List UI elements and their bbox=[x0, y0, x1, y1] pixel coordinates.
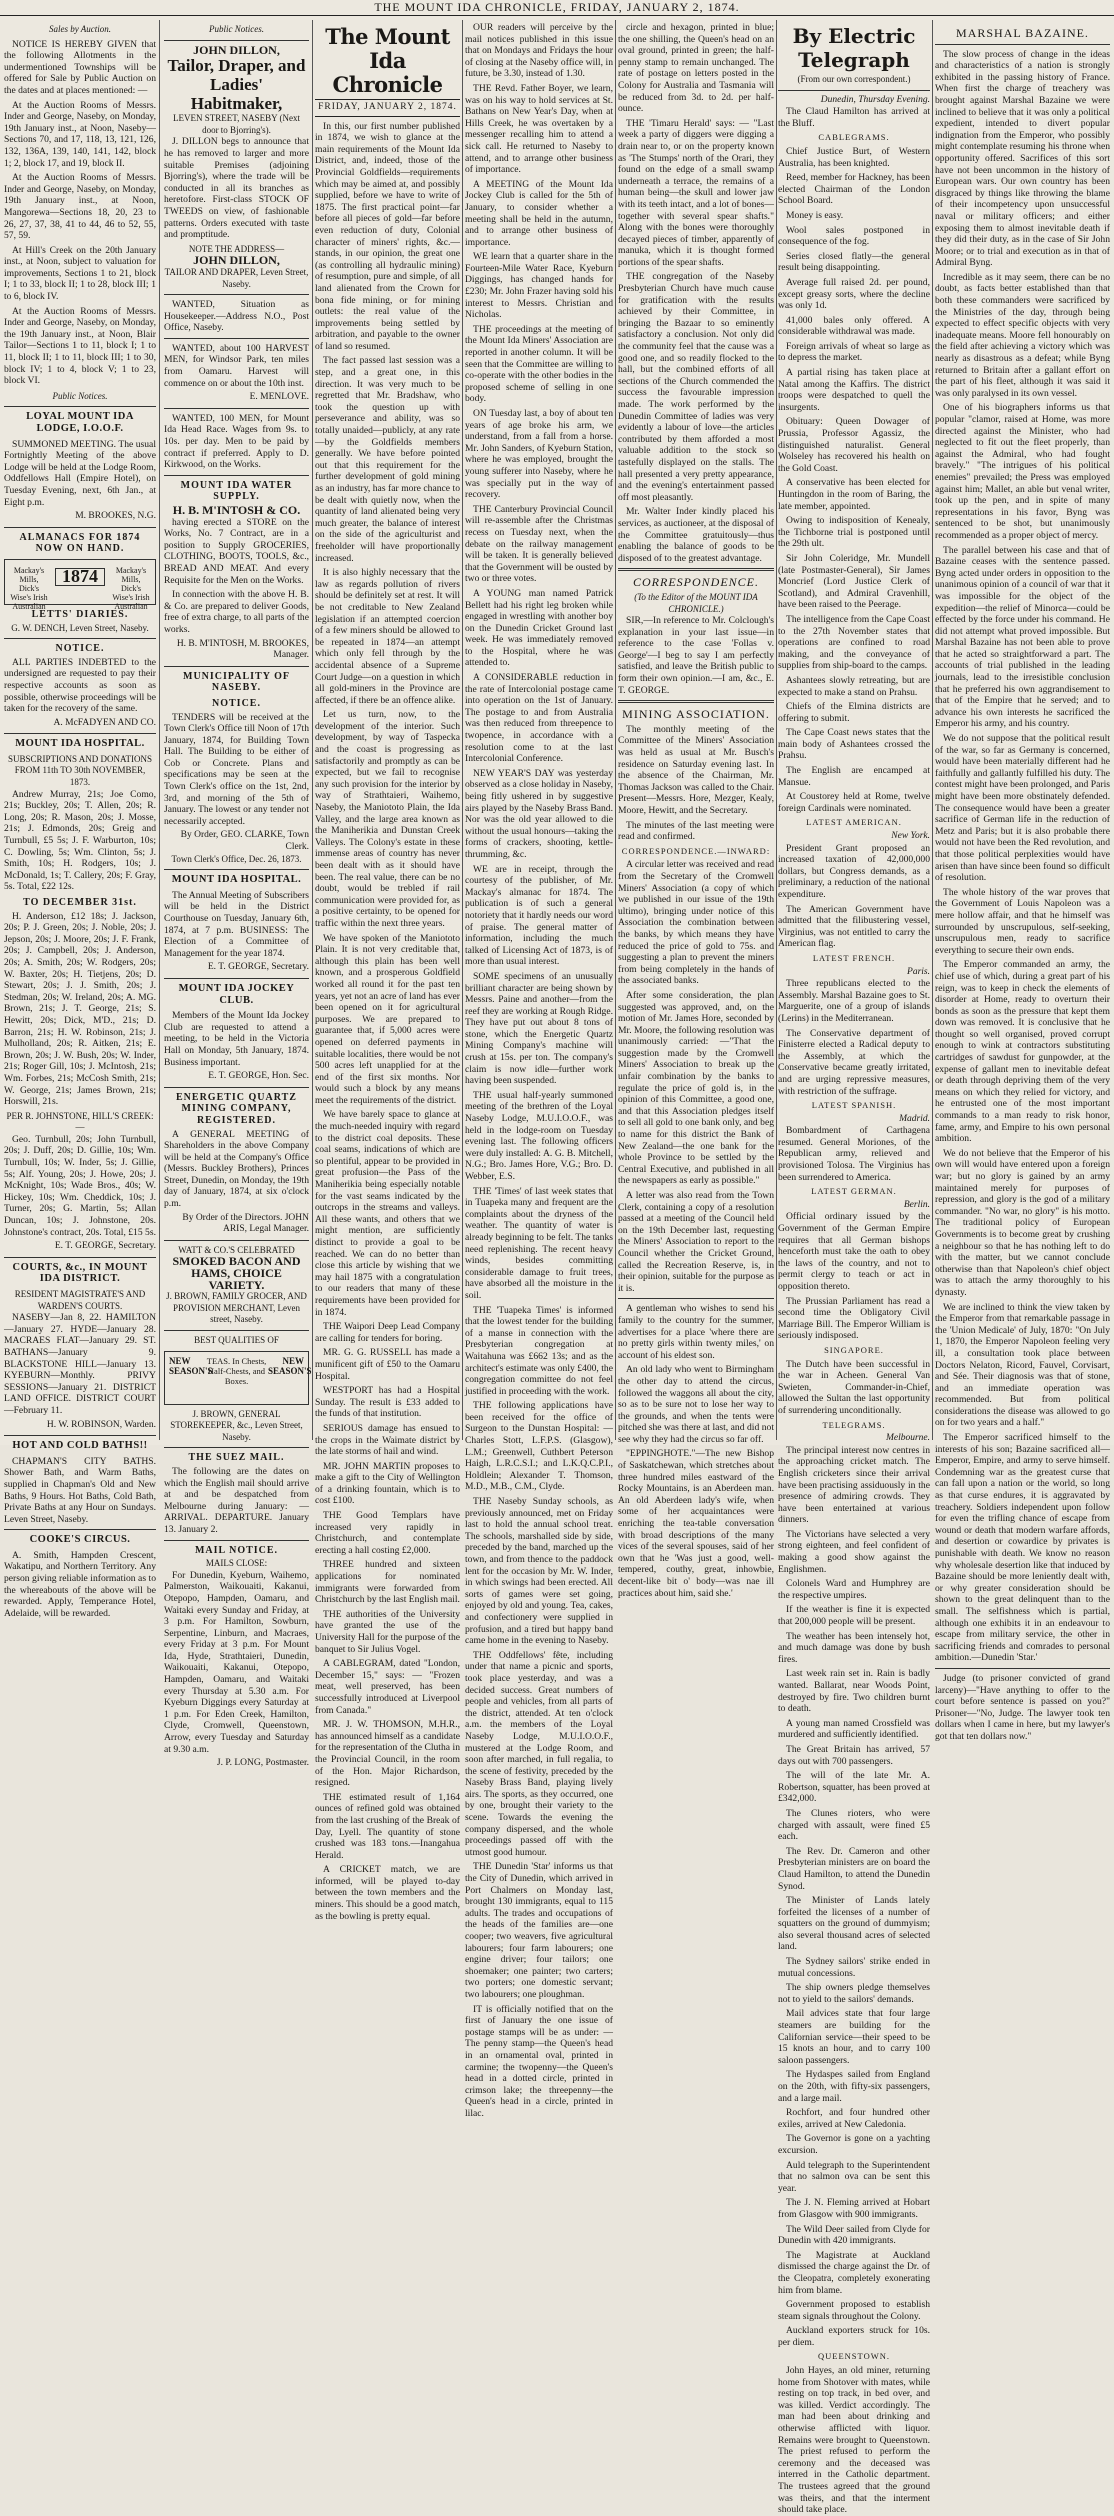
subhead: LATEST FRENCH. bbox=[812, 952, 896, 963]
quartz-company-title: ENERGETIC QUARTZ MINING COMPANY, REGISTERED. bbox=[176, 1091, 297, 1126]
mail-notice-title: MAIL NOTICE. bbox=[194, 1544, 279, 1556]
news-paragraph: SOME specimens of an unusually brilliant character are being shown by Messrs. Paine and another—from the reef they are working at Rough Ridge. They have put out about 8 tons of stone, which the Energetic Quartz Mining Company's machine will crush at 15s. per ton. The company's claim is now idle—further work having been suspended. bbox=[465, 970, 613, 1087]
news-paragraph: NEW YEAR'S DAY was yesterday observed as a close holiday in Naseby, being fitly ushered in by suggestive airs played by the Naseby Brass Band. Nor was the old year allowed to die without the usual honours—taking the forms of crackers, shooting, kettle-thrumming, &c. bbox=[465, 767, 613, 860]
telegram-item: Sir John Coleridge, Mr. Mundell (late Postmaster-General), Sir James Moncrief (Lord Justice Clerk of Scotland), and Admiral Cravenhill, have been raised to the Peerage. bbox=[778, 552, 930, 611]
column-2 bbox=[164, 22, 312, 1769]
menlove-signature: E. MENLOVE. bbox=[249, 392, 309, 403]
editorial-paragraph: Let us turn, now, to the development of the interior. Such development, by way of Taspecka and the coast is progressing as satisfactorily and promptly as can be expected, but we fail to recognise any such provision for the interior by way of Strathtaieri, Waihemo, Naseby, the Maniototo Plain, the Ida Valley, and the large area known as the Maniherikia and Dunstan Creek Valleys. The Colony's estate in these immense areas of country has never been dealt with as it should have been. The real value, there can be no doubt, would be trebled if rail communication were provided for, as a positive certainty, to be opened for traffic within the next three years. bbox=[315, 709, 460, 929]
dillon-body: J. DILLON begs to announce that he has removed to larger and more suitable Premises (adjoining Bjorring's), where the trade will be conducted in all its branches as heretofore. First-class STOCK OF TWEEDS on view, of fashionable patterns. Orders executed with taste and promptitude. bbox=[164, 136, 309, 241]
dillon-name: JOHN DILLON, bbox=[193, 42, 280, 57]
telegram-item: Mail advices state that four large steamers are building for the Californian service—their speed to be 15 knots an hour, and to carry 100 saloon passengers. bbox=[778, 2008, 930, 2066]
telegram-item: Series closed flatly—the general result being disappointing. bbox=[778, 250, 930, 274]
article-paragraph: We are inclined to think the view taken by the Emperor from that remarkable passage in the 'Union Medicale' of July, 1870: "On July 1, 1870, the Emperor Napoleon feeling very ill, a consultation took place between Doctors Nelaton, Ricord, Fauvel, Corvisart, and Sée. Their diagnosis was that of stone, and an immediate operation was recommended. But from political considerations the disease was allowed to go on for two years and a half." bbox=[935, 1301, 1110, 1429]
news-paragraph: THE 'Timaru Herald' says: — "Last week a party of diggers were digging a drain near to, or on the property known as 'The Stumps' north of the Orari, they found on the edge of a small swamp underneath a terrace, the remains of a human being—the skull and lower jaw with its teeth intact, and a lot of bones—together with several spear shafts." Along with the bones were thoroughly decayed pieces of timber, apparently of manuka, which it is thought formed portions of the spear shafts. bbox=[618, 117, 774, 268]
telegram-item: The Conservative department of Finisterre elected a Radical deputy to the Assembly, at which the Conservative became greatly irritated, and are urging repressive measures, with restriction of the suffrage. bbox=[778, 1027, 930, 1097]
telegram-item: The Claud Hamilton has arrived at the Bluff. bbox=[778, 106, 930, 129]
telegram-item: The J. N. Fleming arrived at Hobart from Glasgow with 900 immigrants. bbox=[778, 2197, 930, 2220]
suez-mail-title: THE SUEZ MAIL. bbox=[188, 1452, 285, 1464]
mining-association-heading: MINING ASSOCIATION. bbox=[622, 707, 770, 722]
telegram-item: The Sydney sailors' strike ended in mutual concessions. bbox=[778, 1956, 930, 1979]
news-paragraph: A CONSIDERABLE reduction in the rate of Intercolonial postage came into operation on the 1st of January. The postage to and from Australia was then reduced from threepence to twopence, in accordance with a resolution come to at the last Intercolonial Conference. bbox=[465, 672, 613, 765]
telegram-item: A conservative has been elected for Huntingdon in the room of Baring, the late member, appointed. bbox=[778, 477, 930, 512]
column-4 bbox=[465, 22, 613, 2119]
news-paragraph: circle and hexagon, printed in blue; the one shilling, the Queen's head on an oval ground, printed in green; the half-penny stamp to remain unchanged. The rate of postage on letters posted in the Colony for Australia and Tasmania will be reduced from 3d. to 2d. per half-ounce. bbox=[618, 22, 774, 115]
johnstone-heading: PER R. JOHNSTONE, HILL'S CREEK: — bbox=[6, 1110, 154, 1133]
news-paragraph: THE usual half-yearly summoned meeting of the brethren of the Loyal Naseby Lodge, M.U.I.O.O.F., was held in the lodge-room on Tuesday evening last. The following officers were duly installed: A. G. B. Mitchell, N.G.; Bro. James Hore, V.G.; Bro. D. Webber, E.S. bbox=[465, 1089, 613, 1182]
editorial-paragraph: In this, our first number published in 1874, we wish to glance at the main requirements of the Mount Ida District, and, indeed, those of the Provincial Goldfields—requirements which may be aimed at, and possibly supplied, before we have to write of 1875. The first practical point—far before all pieces of gold—far before even reduction of duty, Colonial character of miners' rights, &c.—stands, in our opinion, the great one (as controlling all hydraulic mining) of resumption, pure and simple, of all land alienated from the Crown for bona fide mining, or for mining outlets: the real value of the improvements being settled by arbitration, and payable to the owner of land so resumed. bbox=[315, 120, 460, 352]
news-paragraph: A MEETING of the Mount Ida Jockey Club is called for the 5th of January, to consider whether a meeting shall be held in the autumn, and to arrange other business of importance. bbox=[465, 178, 613, 248]
news-paragraph: THE Naseby Sunday schools, as previously announced, met on Friday last to hold the annual school treat. The schools, marshalled side by side, preceded by the band, marched up the town, and from thence to the paddock lent for the occasion by Mr. W. Inder, in which swings had been erected. All sorts of games were set going, enjoyed by old and young. Tea, cakes, and confectionery were supplied in profusion, and a tired but happy band came home in the evening to Naseby. bbox=[465, 1496, 613, 1647]
telegram-item: A young man named Crossfield was murdered and sufficiently identified. bbox=[778, 1717, 930, 1741]
news-paragraph: A gentleman who wishes to send his family to the country for the summer, advertises for a place 'where there are no pretty girls within twenty miles,' on account of his eldest son. bbox=[618, 1303, 774, 1361]
news-paragraph: WE learn that a quarter share in the Fourteen-Mile Water Race, Kyeburn Diggings, has changed hands for £230; Mr. John Frazer having sold his interest to Messrs. Christian and Nicholas. bbox=[465, 251, 613, 321]
wanted-harvest-men: WANTED, about 100 HARVEST MEN, for Windsor Park, ten miles from Oamaru. Harvest will commence on or about the 10th inst. bbox=[164, 342, 309, 389]
divider bbox=[4, 406, 156, 407]
telegram-item: Auckland exporters struck for 10s. per diem. bbox=[778, 2325, 930, 2348]
tea-right-label: NEW SEASON'S bbox=[268, 1355, 312, 1376]
subhead: SINGAPORE. bbox=[824, 1344, 884, 1355]
almanac-year: 1874 bbox=[55, 568, 105, 586]
column-rule bbox=[932, 20, 933, 1440]
lodge-body: SUMMONED MEETING. The usual Fortnightly Meeting of the above Lodge will be held at the Lodge Room, Oddfellows Hall (Empire Hotel), on Tuesday Evening, next, 6th Jan., at Eight p.m. bbox=[4, 438, 156, 508]
municipality-title: MUNICIPALITY OF NASEBY. bbox=[183, 670, 290, 694]
telegram-item: Owing to indisposition of Kenealy, the Tichborne trial is postponed until the 29th ult. bbox=[778, 515, 930, 550]
divider bbox=[4, 1257, 156, 1258]
lodge-signature: M. BROOKES, N.G. bbox=[75, 511, 156, 522]
divider bbox=[4, 1435, 156, 1436]
telegram-item: The weather has been intensely hot, and much damage was done by bush fires. bbox=[778, 1630, 930, 1665]
jockey-club-signature: E. T. GEORGE, Hon. Sec. bbox=[208, 1071, 309, 1082]
correspondence-heading: CORRESPONDENCE. bbox=[633, 575, 759, 590]
divider bbox=[778, 90, 930, 91]
news-paragraph: OUR readers will perceive by the mail notices published in this issue that on Mondays and Fridays the hour of closing at the Naseby office will, in future, be 3.30, instead of 1.30. bbox=[465, 22, 613, 80]
editorial-paragraph: We have spoken of the Maniototo Plain. It is not very creditable that, although this plain has been well known, and a prosperous Goldfield worked all round it for the past ten years, yet not an acre of land has ever been opened on it for agricultural purposes. We are prepared to guarantee that, if 5,000 acres were opened on deferred payments in suitable localities, there would be not 500 acres left unapplied for at the end of the first six months. Nor would such a block by any means meet the requirements of the district. bbox=[315, 932, 460, 1106]
mintosh-signature: H. B. M'INTOSH, M. BROOKES, Manager. bbox=[176, 638, 309, 661]
news-paragraph: A CABLEGRAM, dated "London, December 15," says: — "Frozen meat, well preserved, has been successfully introduced at Liverpool from Canada." bbox=[315, 1658, 460, 1716]
mining-paragraph: The monthly meeting of the Committee of the Miners' Association was held as usual at Mr. Busch's residence on Saturday evening last. In the absence of the Chairman, Mr. Thomas Jackson was called to the Chair. Present—Messrs. Hore, Mezger, Kealy, Moore, Hewitt, and the Secretary. bbox=[618, 723, 774, 816]
telegram-item: 41,000 bales only offered. A considerable withdrawal was made. bbox=[778, 314, 930, 338]
article-paragraph: The Emperor commanded an army, the chief use of which, during a great part of his reign, was to keep in check the elements of disorder at Home, ready to overturn their bonds as soon as the pressure that kept them down was removed. It is conclusive that he thought so well organised, proved corrupt enough to wink at contractors substituting cartridges of sawdust for gunpowder, at the expense of gallant men to inevitable defeat or death through depriving them of the very means on which they relied for victory, and he entrusted one of the most important commands to a man ready to risk honor, fame, army, and Empire to his own personal ambition. bbox=[935, 959, 1110, 1145]
divider bbox=[164, 978, 309, 979]
telegram-item: Bombardment of Carthagena resumed. General Moriones, of the Republican army, relieved and provisioned Tolosa. The Virginius has been surrendered to America. bbox=[778, 1125, 930, 1183]
news-paragraph: THE authorities of the University have granted the use of the University Hall for the purpose of the banquet to Sir Julius Vogel. bbox=[315, 1608, 460, 1655]
indebted-notice: ALL PARTIES INDEBTED to the undersigned are requested to pay their respective accounts as soon as possible, otherwise proceedings will be taken for the recovery of the same. bbox=[4, 656, 156, 715]
divider bbox=[164, 1447, 309, 1448]
tea-centre: TEAS. In Chests, Half-Chests, and Boxes. bbox=[206, 1355, 267, 1386]
municipality-date: Town Clerk's Office, Dec. 26, 1873. bbox=[171, 853, 302, 864]
telegraph-subtitle: (From our own correspondent.) bbox=[797, 74, 911, 84]
subhead: LATEST SPANISH. bbox=[811, 1100, 897, 1111]
notice-signature: A. McFADYEN AND CO. bbox=[53, 717, 156, 728]
subhead: QUEENSTOWN. bbox=[818, 2351, 890, 2362]
news-paragraph: THE Waipori Deep Lead Company are calling for tenders for boring. bbox=[315, 1321, 460, 1344]
telegram-item: The intelligence from the Cape Coast to the 27th November states that operations are confined to road making, and the conveyance of supplies from ship-board to the camps. bbox=[778, 613, 930, 672]
correspondence-inward: CORRESPONDENCE.—INWARD: bbox=[621, 845, 771, 856]
article-paragraph: Judge (to prisoner convicted of grand larceny)—"Have anything to offer to the court before sentence is passed on you?" Prisoner—"No, Judge. The lawyer took ten dollars when I came in here, but my lawyer's got that ten dollars now." bbox=[935, 1672, 1110, 1742]
article-paragraph: The slow process of change in the ideas and characteristics of a nation is strongly exhibited in the passing history of France. When first the charge of treachery was brought against Marshal Bazaine we were inclined to believe that it was only a political expedient, intended to divert popular indignation from the Emperor, who possibly might contemplate resuming his throne when opportunity offered. Sacrifices of this sort have not been uncommon in the history of European wars. Our own country has been disgraced by things like throwing the blame of their incompetency upon unsuccessful naval or military officers; and either exposing them to almost inevitable death if they did their duty, as in the case of Sir John Moore; or to trial and execution as in that of Admiral Byng. bbox=[935, 48, 1110, 269]
telegram-item: The Clunes rioters, who were charged with assault, were fined £5 each. bbox=[778, 1807, 930, 1843]
municipality-body: TENDERS will be received at the Town Clerk's Office till Noon of 17th January, 1874, for Building Town Hall. The Building to be either of Cob or Concrete. Plans and specifications may be seen at the Town Clerk's office on the 1st, 2nd, 3rd, and morning of the 5th of January. The lowest or any tender not necessarily accepted. bbox=[164, 711, 309, 827]
north-body: A. Smith, Hampden Crescent, Wakatipu, and Northern Territory. Any person giving reliable information as to the whereabouts of the above will be rewarded. Apply, Temperance Hotel, Adelaide, will be rewarded. bbox=[4, 1549, 156, 1619]
telegram-item: The Prussian Parliament has read a second time the Obligatory Civil Marriage Bill. The Emperor William is seriously indisposed. bbox=[778, 1295, 930, 1342]
column-3 bbox=[315, 22, 460, 1922]
lodge-title: LOYAL MOUNT IDA LODGE, I.O.O.F. bbox=[26, 411, 134, 434]
courts-list: NASEBY—Jan 8, 22. HAMILTON—January 27. HYDE—January 28. MACRAES FLAT—January 29. ST. BATHANS—January 9. BLACKSTONE HILL—January 13. KYEBURN—Monthly. PRIVY SESSIONS—January 21. DISTRICT LAND OFFICE. DISTRICT COURT—February 11. bbox=[4, 1312, 156, 1416]
divider bbox=[164, 338, 309, 339]
news-paragraph: WESTPORT has had a Hospital Sunday. The result is £33 added to the funds of that institution. bbox=[315, 1385, 460, 1420]
section-heading: Sales by Auction. bbox=[48, 24, 112, 34]
mintosh-body-2: In connection with the above H. B. & Co. are prepared to deliver Goods, free of extra charge, to all parts of the works. bbox=[164, 589, 309, 635]
mintosh-body: having erected a STORE on the Works, No. 7 Contract, are in a position to Supply GROCERIES, CLOTHING, BOOTS, TOOLS, &c., BREAD AND MEAT. And every Requisite for the Men on the Works. bbox=[164, 516, 309, 586]
divider bbox=[164, 1540, 309, 1541]
telegram-item: Auld telegraph to the Superintendent that no salmon ova can be sent this year. bbox=[778, 2159, 930, 2194]
telegram-item: The Minister of Lands lately forfeited the licenses of a number of squatters on the ground of dummyism; also several thousand acres of selected land. bbox=[778, 1895, 930, 1953]
dateline: Dunedin, Thursday Evening. bbox=[820, 94, 930, 105]
watt-body: SMOKED BACON AND HAMS, CHOICE VARIETY. bbox=[172, 1254, 301, 1292]
article-paragraph: The parallel between his case and that of Bazaine ceases with the sentence passed. Byng acted under orders in opposition to the unanimous opinion of a council of war that it was impossible for the object of the expedition—the relief of Minorca—could be effected by the force under his command. He did not attempt what proved impossible. But Marshal Bazaine has not been able to prove that he acted so straightforward a part. The accounts of trial published in the leading journals, lead to the irresistible conclusion that he preferred his own aggrandisement to that of the Empire that he served; and to advance his own interests he sacrificed the Emperor his army, and his country. bbox=[935, 544, 1110, 730]
correspondence-body: SIR,—In reference to Mr. Colclough's explanation in your last issue—in reference to the case 'Follas v. George'—I beg to say I am perfectly satisfied, and leave the British public to form their own opinion.—I am, &c., E. T. GEORGE. bbox=[618, 615, 774, 696]
article-paragraph: Incredible as it may seem, there can be no doubt, as facts better established than that both these commanders were sacrificed by the Ministries of the day, through being expected to effect specific objects with very inadequate means. Moore fell honourably on the field after achieving a victory which was nearly as disastrous as a defeat; while Byng returned to Britain after a gallant effort on the part of his fleet, although it was said it was only paralysed in its own vessel. bbox=[935, 271, 1110, 399]
watt-signature: J. BROWN, FAMILY GROCER, AND PROVISION MERCHANT, Leven street, Naseby. bbox=[166, 1291, 307, 1325]
news-paragraph: An old lady who went to Birmingham the other day to attend the circus, followed the waggons all about the city, so as to be sure not to lose her way to the grounds, and when the tents were pitched she was there at last, and did not see why they had the circus so far off. bbox=[618, 1364, 774, 1445]
news-paragraph: THE Dunedin 'Star' informs us that the City of Dunedin, which arrived in Port Chalmers on Monday last, brought 130 immigrants, equal to 115 adults. The trades and occupations of the heads of the families are—one cooper; two weavers, five agricultural labourers; four farm labourers; one engine driver; four tailors; one shoemaker; one painter; two carters; two porters; one domestic servant; two labourers; one ploughman. bbox=[465, 1861, 613, 2000]
correspondence-to: (To the Editor of the MOUNT IDA CHRONICLE.) bbox=[634, 591, 758, 614]
telegram-item: The Wild Deer sailed from Clyde for Dunedin with 420 immigrants. bbox=[778, 2223, 930, 2247]
news-paragraph: MR. JOHN MARTIN proposes to make a gift to the City of Wellington of a drinking fountain, which is to cost £100. bbox=[315, 1460, 460, 1507]
mail-notice-signature: J. P. LONG, Postmaster. bbox=[216, 1758, 309, 1769]
dillon-name-2: JOHN DILLON, bbox=[193, 253, 280, 268]
editorial-paragraph: The fact passed last session was a step, and a great one, in this direction. It was very much to be regretted that Mr. Bradshaw, who took the question up with perseverance and ability, was so totally unaided—publicly, at any rate—by the Goldfields members generally. We have before pointed out that this requirement for the further development of gold mining as an industry, has far more chance to be dealt with quietly now, when the quantity of land alienated being very much greater, the balance of interest on the side of the agriculturist and freeholder will have proportionally increased. bbox=[315, 355, 460, 564]
baths-body: CHAPMAN'S CITY BATHS. Shower Bath, and Warm Baths, supplied in Chapman's Old and New Baths, 9 Hours. Hot Baths, Cold Bath, Private Baths at any Hour on Sundays. Leven Street, Naseby. bbox=[4, 1455, 156, 1525]
news-paragraph: "EPPINGHOTE."—The new Bishop of Saskatchewan, which stretches about three hundred miles eastward of the Rocky Mountains, is an Aberdeen man. An old Aberdeen lady's wife, when some of her acquaintances were enriching the tea-table conversation with broad descriptions of the many vices of the several spouses, said of her own that he 'Was just a good, well-tempered, couthy, great, inhowbie, decent-like bit o' body—was nae ill practices about him, said she.' bbox=[618, 1448, 774, 1599]
notice-heading: NOTICE. bbox=[55, 643, 105, 655]
hospital-meeting-title: MOUNT IDA HOSPITAL. bbox=[171, 874, 302, 886]
telegram-item: The English are encamped at Mansue. bbox=[778, 765, 930, 788]
news-paragraph: IT is officially notified that on the first of January the one issue of postage stamps will be as under: —The penny stamp—the Queen's head in an ornamental oval, printed in carmine; the twopenny—the Queen's head in a dotted circle, printed in crimson lake; the threepenny—the Queen's head in a circle, printed in lilac. bbox=[465, 2003, 613, 2119]
telegram-item: Money is easy. bbox=[786, 209, 844, 221]
telegram-item: The principal interest now centres in the approaching cricket match. The English cricketers since their arrival have been practising assiduously in the presence of admiring crowds. They have been entertained at various dinners. bbox=[778, 1444, 930, 1526]
dench-address: G. W. DENCH, Leven Street, Naseby. bbox=[11, 622, 149, 633]
telegram-item: The Victorians have selected a very strong eighteen, and feel confident of making a good show against the Englishmen. bbox=[778, 1528, 930, 1575]
city: Melbourne. bbox=[885, 1433, 930, 1444]
subhead: CABLEGRAMS. bbox=[818, 132, 890, 143]
news-paragraph: ON Tuesday last, a boy of about ten years of age broke his arm, we understand, from a fall from a horse. Mr. John Sanders, of Kyeburn Station, where he was employed, brought the young sufferer into Naseby, where he was specially put in the way of recovery. bbox=[465, 408, 613, 501]
divider bbox=[4, 733, 156, 734]
city: Madrid. bbox=[899, 1113, 930, 1124]
municipality-notice: NOTICE. bbox=[212, 697, 261, 709]
telegram-item: The ship owners pledge themselves not to yield to the sailors' demands. bbox=[778, 1982, 930, 2005]
hospital-title: MOUNT IDA HOSPITAL. bbox=[15, 738, 145, 750]
news-paragraph: THE Good Templars have increased very rapidly in Christchurch, and contemplate erecting a hall costing £2,000. bbox=[315, 1510, 460, 1556]
almanac-left: Mackay's Mills, Dick's Wise's Irish Australian bbox=[10, 565, 48, 611]
almanac-right: Mackay's Mills, Dick's Wise's Irish Australian bbox=[112, 565, 150, 611]
column-rule bbox=[615, 20, 616, 1440]
news-paragraph: THE Revd. Father Boyer, we learn, was on his way to hold services at St. Bathans on New Year's Day, when at Hills Creek, he was overtaken by a messenger recalling him to attend a sick call. He returned to Naseby to attend, and to arrange other business of importance. bbox=[465, 82, 613, 176]
tea-signature: J. BROWN, GENERAL STOREKEEPER, &c., Leven Street, Naseby. bbox=[170, 1408, 303, 1442]
telegram-item: The Rev. Dr. Cameron and other Presbyterian ministers are on board the Claud Hamilton, to attend the Dunedin Synod. bbox=[778, 1845, 930, 1892]
column-1 bbox=[4, 22, 156, 1619]
divider bbox=[935, 44, 1110, 45]
subhead: LATEST AMERICAN. bbox=[806, 817, 902, 828]
divider bbox=[164, 475, 309, 476]
divider bbox=[164, 1240, 309, 1241]
johnstone-subscriptions: Geo. Turnbull, 20s; John Turnbull, 20s; J. Duff, 20s; D. Gillie, 10s; Wm. Turnbull, 10s; W. Inder, 5s; J. Gillie, 5s; Alf. Young, 20s; J. Howe, 20s; J. McKnight, 10s; Wade Bros., 40s; W. Hickey, 10s; Wm. Cheddick, 10s; J. Turner, 20s; G. Martin, 5s; Allan Duncan, 10s; J. Johnstone, 20s. Johnstone's contract, 20s. Total, £15 5s. bbox=[4, 1133, 156, 1238]
courts-title: COURTS, &c., IN MOUNT IDA DISTRICT. bbox=[12, 1261, 148, 1285]
telegram-item: Last week rain set in. Rain is badly wanted. Ballarat, near Woods Point, destroyed by fire. Two children burnt to death. bbox=[778, 1668, 930, 1715]
divider bbox=[618, 1298, 774, 1299]
telegram-item: The Hydaspes sailed from England on the 20th, with fifty-six passengers, and a large mail. bbox=[778, 2069, 930, 2104]
jockey-club-title: MOUNT IDA JOCKEY CLUB. bbox=[178, 982, 295, 1006]
telegram-item: Government proposed to establish steam signals throughout the Colony. bbox=[778, 2299, 930, 2322]
telegram-item: The will of the late Mr. A. Robertson, squatter, has been proved at £342,000. bbox=[778, 1770, 930, 1805]
telegram-item: Average full raised 2d. per pound, except greasy sorts, where the decline was only 1d. bbox=[778, 276, 930, 312]
telegram-item: Obituary: Queen Dowager of Prussia, Professor Agassiz, the distinguished naturalist. General Wolseley has recovered his health on the Gold Coast. bbox=[778, 416, 930, 474]
mintosh-name: H. B. M'INTOSH & CO. bbox=[172, 503, 301, 517]
news-paragraph: THE proceedings at the meeting of the Mount Ida Miners' Association are reported in another column. It will be seen that the Committee are willing to co-operate with the other bodies in the proposed scheme of selling in one body. bbox=[465, 323, 613, 405]
news-paragraph: WE are in receipt, through the courtesy of the publisher, of Mr. Mackay's almanac for 1874. The publication is of such a general notoriety that it hardly needs our word of praise. The general matter of information, including the much talked of Licensing Act of 1873, is of more than usual interest. bbox=[465, 863, 613, 968]
news-paragraph: Mr. Walter Inder kindly placed his services, as auctioneer, at the disposal of the Committee gratuitously—thus enabling the balance of goods to be disposed of to the greatest advantage. bbox=[618, 506, 774, 564]
column-rule bbox=[312, 20, 313, 1440]
divider bbox=[4, 1529, 156, 1530]
mining-paragraph: A circular letter was received and read from the Secretary of the Cromwell Miners' Association (a copy of which we published in our issue of the 19th ultimo), bringing under notice of this Association the combination between the banks, by which means they have reduced the price of gold to 75s. and suggesting a plan to prevent the miners from being completely in the hands of the associated banks. bbox=[618, 859, 774, 987]
north-title: COOKE'S CIRCUS. bbox=[29, 1534, 131, 1546]
telegram-item: Foreign arrivals of wheat so large as to depress the market. bbox=[778, 340, 930, 364]
column-5 bbox=[618, 22, 774, 1599]
masthead: The Mount Ida Chronicle bbox=[325, 24, 450, 97]
divider bbox=[164, 40, 309, 41]
hospital-meeting-signature: E. T. GEORGE, Secretary. bbox=[207, 962, 309, 973]
divider bbox=[164, 869, 309, 870]
news-paragraph: THE congregation of the Naseby Presbyterian Church have much cause for gratification with the results achieved by their Committee, in bringing the Bazaar to so eminently satisfactory a conclusion. Not only did the community feel that the cause was a good one, and so readily flocked to the hall, but the combined efforts of all sections of the Church commended the success the favourable impression made. The work performed by the Dunedin Committee of ladies was very evidently a labour of love—the articles contributed by them afforded a most valuable addition to the stock so tastefully displayed on the stalls. The hall presented a very pretty appearance, and the evening's entertainment passed off most pleasantly. bbox=[618, 271, 774, 503]
news-paragraph: THE 'Tuapeka Times' is informed that the lowest tender for the building of a manse in connection with the Presbyterian congregation at Waitahuna was £662 13s; and as the architect's estimate was only £400, the congregation committee do not feel justified in proceeding with the work. bbox=[465, 1304, 613, 1397]
december-subscriptions: H. Anderson, £12 18s; J. Jackson, 20s; P. J. Green, 20s; J. Noble, 20s; J. Jepson, 20s; J. Moore, 20s; J. F. Frank, 20s; J. Campbell, 20s; J. Anderson, 20s; A. Smith, 20s; W. Rodgers, 20s; W. Baxter, 20s; H. Tietjens, 20s; D. Stewart, 20s; J. J. Smith, 20s; J. Stedman, 20s; W. Ireland, 20s; A. MG. Brown, 21s; J. T. George, 21s; S. Hewitt, 20s; Dick, M'D., 21s; D. Barron, 21s; H. W. Robinson, 21s; J. Mulholland, 20s; R. Aitken, 21s; E. Brown, 20s; J. W. Bush, 20s; W. Inder, 21s; Roger Gill, 10s; J. McIntosh, 21s; Wm. Forbes, 21s; McCosh Smith, 21s; W. George, 21s; James Brown, 21s; Horswill, 21s. bbox=[4, 910, 156, 1108]
jockey-club-body: Members of the Mount Ida Jockey Club are requested to attend a meeting, to be held in the Victoria Hall on Monday, 5th January, 1874. Business important. bbox=[164, 1010, 309, 1068]
divider bbox=[618, 568, 774, 571]
hospital-subtitle: SUBSCRIPTIONS AND DONATIONS FROM 11th TO 30th NOVEMBER, 1873. bbox=[7, 753, 153, 788]
dillon-trade-2: TAILOR AND DRAPER, Leven Street, Naseby. bbox=[164, 266, 309, 289]
suez-mail-body: The following are the dates on which the English mail should arrive at and be despatched from Melbourne during January: — ARRIVAL. DEPARTURE. January 13. January 2. bbox=[164, 1465, 309, 1535]
telegram-item: Chief Justice Burt, of Western Australia, has been knighted. bbox=[778, 145, 930, 169]
news-paragraph: THE following applications have been received for the office of Surgeon to the Dunstan Hospital: —Charles Stott, L.F.P.S. (Glasgow), L.M.; Greenwell, Cuthbert Peterson Haigh, L.R.C.S.I.; and L.K.Q.C.P.I., Holdlein; Alexander T. Thomson, M.D., M.B., C.M., Clyde. bbox=[465, 1400, 613, 1493]
article-paragraph: The Emperor sacrificed himself to the interests of his son; Bazaine sacrificed all—Emperor, Empire, and army to serve himself. Condemning war as the greatest curse that can fall upon a nation or the world, so long as that curse endures, it is aggravated by treachery. Soldiers independent upon follow for even the trifling chance of escape from wound or death that modern warfare affords, and desertion or cowardice by privates is punishable with death. We know no reason why wholesale desertion like that induced by Bazaine should be more leniently dealt with, or why greater consideration should be shown to the great delinquent than to the small. The selfishness which is partial, although one exhibits it in an endeavour to escape from military service, the other in sacrificing friends and comrades to personal ambition.—Dunedin 'Star.' bbox=[935, 1432, 1110, 1664]
telegram-item: The Great Britain has arrived, 57 days out with 700 passengers. bbox=[778, 1743, 930, 1767]
article-paragraph: One of his biographers informs us that popular "clamor, raised at Home, was more directed against the Minister, who had neglected to fit out the fleet properly, than against the Admiral, who had fought bravely." "The intrigues of his political enemies" prevailed; the Press was employed against him; Mallet, an able but venal writer, took up the pen, and in spite of many representations in his favor, Byng was sentenced to be shot, but unanimously recommended as a proper object of mercy. bbox=[935, 402, 1110, 541]
telegram-item: If the weather is fine it is expected that 200,000 people will be present. bbox=[778, 1604, 930, 1628]
auction-notice: NOTICE IS HEREBY GIVEN that the following Allotments in the undermentioned Townships will be offered for Sale by Public Auction on the dates and at places mentioned: — At the Auction Rooms of Messrs. Inder and George, Naseby, on Monday, 19th January inst., at Noon, Naseby—Sections 70, and 17, 118, 13, 121, 126, 132, 136A, 139, 140, 141, 142, block 1; 2, block 17, and 19, block II. At the Auction Rooms of Messrs. Inder and George, Naseby, on Monday, 19th January inst., at Noon, Mangorewa—Sections 18, 20, 23 to 26, 27, 37, 38, 41 to 44, 46 to 52, 55, 57, 59. At Hill's Creek on the 20th January inst., at Noon, subject to valuation for improvements, Sections 1 to 21, block I; 1 to 33, block II; 1 to 28, block III; 1 to 6, block IV. At the Auction Rooms of Messrs. Inder and George, Naseby, on Monday, the 19th January inst., at Noon, Blair Tailor—Sections 1 to 11, block I; 1 to 11, block II; 1 to 11, block III; 1 to 30, block IV; 1 to 4, block V; 1 to 23, block VI. bbox=[4, 38, 156, 387]
tea-heading: BEST QUALITIES OF bbox=[194, 1335, 279, 1345]
tea-ad bbox=[164, 1351, 312, 1405]
article-paragraph: The whole history of the war proves that the Government of Louis Napoleon was a mere hollow affair, and that he himself was surrounded by unscrupulous, self-seeking, unscrupulous men, ready to sacrifice everything to secure their own ends. bbox=[935, 886, 1110, 956]
column-rule bbox=[462, 20, 463, 1440]
divider bbox=[164, 294, 309, 295]
column-rule bbox=[159, 20, 160, 1440]
mail-notice-body: For Dunedin, Kyeburn, Waihemo, Palmerston, Waikouaiti, Kakanui, Otepopo, Hampden, Oamaru, and Waitaki every Sunday and Friday, at 3 p.m. For Hamilton, Sowburn, Serpentine, Linburn, and Macraes, every Friday at 3 p.m. For Mount Ida, Hyde, Strathtaieri, Dunedin, Waikouaiti, Kakanui, Otepopo, Hampden, Oamaru, and Waitaki every Thursday at 5.30 a.m. For Kyeburn Diggings every Saturday at 1 p.m. For Eden Creek, Hamilton, Clyde, Cromwell, Queenstown, Arrow, every Tuesday and Saturday at 9.30 a.m. bbox=[164, 1569, 309, 1755]
quartz-company-order: By Order of the Directors. JOHN ARIS, Legal Manager. bbox=[182, 1212, 309, 1235]
section-heading: Public Notices. bbox=[52, 390, 108, 401]
column-6 bbox=[778, 22, 930, 2516]
telegraph-title: By Electric Telegraph bbox=[792, 24, 916, 72]
quartz-company-body: A GENERAL MEETING of Shareholders in the above Company will be held at the Company's Office (Messrs. Buckley Brothers), Princes Street, Dunedin, on Monday, the 19th day of January, 1874, at six o'clock p.m. bbox=[164, 1128, 309, 1210]
news-paragraph: A YOUNG man named Patrick Bellett had his right leg broken while engaged in wrestling with another boy on the Dunedin Cricket Ground last week. He was immediately removed to the Hospital, where he was attended to. bbox=[465, 587, 613, 669]
telegram-item: John Hayes, an old miner, returning home from Shotover with mates, while resting on top track, in bed over, and was killed. Verdict accordingly. The man had been about drinking and otherwise afflicted with liquor. Remains were brought to Queenstown. The priest refused to perform the ceremony and the deceased was interred in the Catholic department. The trustees agreed that the ground was theirs, and that the interment should take place. bbox=[778, 2365, 930, 2516]
news-paragraph: THE estimated result of 1,164 ounces of refined gold was obtained from the last crushing of the Break of Day, Lyell. The quantity of stone crushed was 183 tons.—Inangahua Herald. bbox=[315, 1791, 460, 1861]
article-paragraph: We do not believe that the Emperor of his own will would have entered upon a foreign war; but no glory is gained by an army maintained merely for purposes of repression, and glory is the god of a military commander. "No war, no glory" is his motto. The traditional policy of European Governments is to become great by crushing a neighbour so that he has nothing left to do with the matter, but we cannot conclude otherwise than that Napoleon's chief object was to attach the army thoroughly to his dynasty. bbox=[935, 1147, 1110, 1298]
news-paragraph: THE Canterbury Provincial Council will re-assemble after the Christmas recess on Tuesday next, when the debate on the railway management will be taken. It is generally believed that the Government will be ousted by two or three votes. bbox=[465, 503, 613, 585]
divider bbox=[4, 527, 156, 528]
editorial-paragraph: We have barely space to glance at the much-needed inquiry with regard to the district coal deposits. These coal seams, indications of which are so plentiful, appear to be provided in great profusion—the Pass of the Maniherikia being especially notable for the vast seams indicated by the outcrops in the streams and valleys. All these wants, and others that we might mention, are sufficiently distinct to provide a goal to be reached. We can do no better than close this article by wishing that we may hail 1875 with a congratulation to our readers that many of these requirements have been provided for in 1874. bbox=[315, 1109, 460, 1318]
telegram-item: Chiefs of the Elmina districts are offering to submit. bbox=[778, 701, 930, 724]
mining-paragraph: A letter was also read from the Town Clerk, containing a copy of a resolution passed at a meeting of the Council held on the 19th December last, requesting the Miners' Association to report to the Council whether the Cricket Ground, called the Recreation Reserve, is, in their opinion, suitable for the purpose as it is. bbox=[618, 1190, 774, 1294]
hospital-signature: E. T. GEORGE, Secretary. bbox=[54, 1241, 156, 1252]
city: New York. bbox=[891, 831, 930, 842]
telegram-item: The Cape Coast news states that the main body of Ashantees crossed the Prahsu. bbox=[778, 727, 930, 762]
news-paragraph: A CRICKET match, we are informed, will be played to-day between the town members and the miners. This should be a good match, as the bowling is pretty equal. bbox=[315, 1864, 460, 1922]
telegram-item: Wool sales postponed in consequence of the fog. bbox=[778, 224, 930, 248]
telegram-item: Official ordinary issued by the Government of the German Empire requires that all German bishops henceforth must take the oath to obey the laws of the country, and not to permit clergy to teach or act in opposition thereto. bbox=[778, 1211, 930, 1292]
article-title: MARSHAL BAZAINE. bbox=[956, 26, 1089, 40]
section-heading: Public Notices. bbox=[209, 24, 264, 34]
city: Berlin. bbox=[903, 1199, 930, 1210]
divider bbox=[164, 1330, 309, 1331]
dillon-address: LEVEN STREET, NASEBY (Next door to Bjorring's). bbox=[173, 113, 300, 135]
courts-subtitle: RESIDENT MAGISTRATE'S AND WARDEN'S COURTS. bbox=[14, 1289, 146, 1311]
water-supply-title: MOUNT IDA WATER SUPPLY. bbox=[180, 479, 293, 503]
running-head: THE MOUNT IDA CHRONICLE, FRIDAY, JANUARY 2, 1874. bbox=[0, 0, 1114, 16]
letts-diaries: LETTS' DIARIES. bbox=[31, 608, 129, 620]
baths-title: HOT AND COLD BATHS!! bbox=[12, 1440, 148, 1452]
wanted-housekeeper: WANTED, Situation as Housekeeper.—Address N.O., Post Office, Naseby. bbox=[164, 299, 309, 334]
telegram-item: President Grant proposed an increased taxation of 42,000,000 dollars, but Congress demands, as a preliminary, a reduction of the national expenditure. bbox=[778, 842, 930, 900]
mining-paragraph: After some consideration, the plan suggested was approved, and, on the motion of Mr. James Hore, seconded by Mr. Moore, the following resolution was unanimously carried: —"That the suggestion made by the Cromwell Miners' Association to break up the unfair combination by the banks to regulate the price of gold is, in the opinion of this Committee, a good one, and that this Association pledges itself to sell all gold to one bank only, and beg to name for this district the Bank of New Zealand—the one bank for the whole Province to be settled by the Central Executive, and published in all the newspapers as early as possible." bbox=[618, 989, 774, 1187]
december-heading: TO DECEMBER 31st. bbox=[23, 897, 137, 908]
divider bbox=[164, 666, 309, 667]
dateline: FRIDAY, JANUARY 2, 1874. bbox=[315, 99, 460, 117]
dillon-note: NOTE THE ADDRESS— bbox=[188, 243, 285, 254]
divider bbox=[4, 638, 156, 639]
divider bbox=[164, 408, 309, 409]
news-paragraph: THE 'Times' of last week states that in Tuapeka many and frequent are the complaints about the dryness of the weather. The quantity of water is already beginning to be felt. The tanks need replenishing. The recent heavy winds, besides committing considerable damage to fruit trees, have absorbed all the moisture in the soil. bbox=[465, 1185, 613, 1301]
news-paragraph: SERIOUS damage has ensued to the crops in the Waimate district by the late storms of hail and wind. bbox=[315, 1422, 460, 1458]
tea-left-label: NEW SEASON'S bbox=[169, 1355, 213, 1376]
city: Paris. bbox=[907, 966, 930, 977]
divider bbox=[935, 1668, 1110, 1669]
article-paragraph: We do not suppose that the political result of the war, so far as Germany is concerned, would have been materially different had he faithfully and gallantly fulfilled his duty. The contest might have been prolonged, and Paris might have been more obstinately defended. The consequence would have been a greater sacrifice of German life in the reduction of Metz and Paris; but it is also probable there would not have been the Red revolution, and that those political perplexities would have arisen than have since been found so difficult of resolution. bbox=[935, 733, 1110, 884]
divider bbox=[618, 700, 774, 703]
telegram-item: At Coustorey held at Rome, twelve foreign Cardinals were nominated. bbox=[778, 791, 930, 814]
subhead: LATEST GERMAN. bbox=[811, 1186, 897, 1197]
column-7 bbox=[935, 22, 1110, 1742]
hospital-meeting-body: The Annual Meeting of Subscribers will be held in the District Courthouse on Tuesday, January 6th, 1874, at 7 p.m. BUSINESS: The Election of a Committee of Management for the year 1874. bbox=[164, 889, 309, 959]
subhead: TELEGRAMS. bbox=[822, 1419, 886, 1430]
news-paragraph: THE Oddfellows' fête, including under that name a picnic and sports, took place yesterday, and was a decided success. Great numbers of people and vehicles, from all parts of the district, attended. At ten o'clock a.m. the members of the Loyal Naseby Lodge, M.U.I.O.O.F., mustered at the Lodge Room, and soon after marched, in full regalia, to the scene of festivity, preceded by the Naseby Brass Band, playing lively airs. The sports, as they occurred, one by one, brought their variety to the scene. Towards the evening the company dispersed, and the whole proceedings passed off with the utmost good humour. bbox=[465, 1649, 613, 1858]
mail-notice-subtitle: MAILS CLOSE: bbox=[205, 1558, 268, 1569]
editorial-paragraph: It is also highly necessary that the law as regards pollution of rivers should be definitely set at rest. It will be not creditable to New Zealand legislation if an attempted coercion of a few miners should be allowed to be repeated in 1874—an attempt which only fell through by the accidental absence of a Supreme Court Judge—on a question in which all gold-miners in the Province are affected, if there be an offence alike. bbox=[315, 567, 460, 706]
telegram-item: Ashantees slowly retreating, but are expected to make a stand on Prahsu. bbox=[778, 674, 930, 698]
telegram-item: A partial rising has taken place at Natal among the Kaffirs. The district troops were despatched to quell the insurgents. bbox=[778, 367, 930, 413]
telegram-item: Colonels Ward and Humphrey are the respective umpires. bbox=[778, 1578, 930, 1601]
news-paragraph: THREE hundred and sixteen applications for nominated immigrants were forwarded from Christchurch by the last English mail. bbox=[315, 1559, 460, 1606]
mining-paragraph: The minutes of the last meeting were read and confirmed. bbox=[618, 819, 774, 843]
watt-heading: WATT & CO.'S CELEBRATED bbox=[178, 1244, 295, 1255]
hospital-subscriptions: Andrew Murray, 21s; Joe Como, 21s; Buckley, 20s; T. Allen, 20s; R. Long, 20s; R. Mason, 20s; J. Mosse, 21s; J. Edmonds, 20s; Greig and Turnbull, £5 5s; J. F. Warburton, 10s; C. Dowling, 5s; Wm. Clinton, 5s; J. Smith, 10s; H. Rodgers, 10s; J. McDonald, 1s; T. Callery, 20s; F. Gray, 5s. Total, £22 12s. bbox=[4, 788, 156, 893]
news-paragraph: MR. G. G. RUSSELL has made a munificent gift of £50 to the Oamaru Hospital. bbox=[315, 1347, 460, 1382]
telegram-item: Rochfort, and four hundred other exiles, arrived at New Caledonia. bbox=[778, 2107, 930, 2130]
municipality-order: By Order, GEO. CLARKE, Town Clerk. bbox=[180, 830, 309, 853]
telegram-item: Reed, member for Hackney, has been elected Chairman of the London School Board. bbox=[778, 172, 930, 207]
telegram-item: The Governor is gone on a yachting excursion. bbox=[778, 2133, 930, 2156]
telegram-item: The Magistrate at Auckland dismissed the charge against the Dr. of the Cleopatra, completely exonerating him from blame. bbox=[778, 2249, 930, 2296]
wanted-head-race-men: WANTED, 100 MEN, for Mount Ida Head Race. Wages from 9s. to 10s. per day. Men to be paid by contract if preferred. Apply to D. Kirkwood, on the Works. bbox=[164, 412, 309, 471]
column-rule bbox=[776, 20, 777, 1440]
dillon-trade: Tailor, Draper, and Ladies' Habitmaker, bbox=[167, 56, 306, 114]
news-paragraph: MR. J. W. THOMSON, M.H.R., has announced himself as a candidate for the representation of the Clutha in the Provincial Council, in the room of the Hon. Major Richardson, resigned. bbox=[315, 1719, 460, 1789]
almanac-title: ALMANACS FOR 1874 NOW ON HAND. bbox=[19, 531, 141, 555]
telegram-item: The American Government have admitted that the filibustering vessel, Virginius, was not entitled to carry the American flag. bbox=[778, 903, 930, 950]
courts-signature: H. W. ROBINSON, Warden. bbox=[46, 1419, 156, 1430]
telegram-item: Three republicans elected to the Assembly. Marshal Bazaine goes to St. Marguerite, one of a group of islands (Lerins) in the Mediterranean. bbox=[778, 978, 930, 1024]
divider bbox=[164, 1087, 309, 1088]
telegram-item: The Dutch have been successful in the war in Acheen. General Van Swieten, Commander-in-Chief, allowed the Sultan the last opportunity of surrendering unconditionally. bbox=[778, 1358, 930, 1416]
almanac-ad bbox=[4, 559, 156, 611]
